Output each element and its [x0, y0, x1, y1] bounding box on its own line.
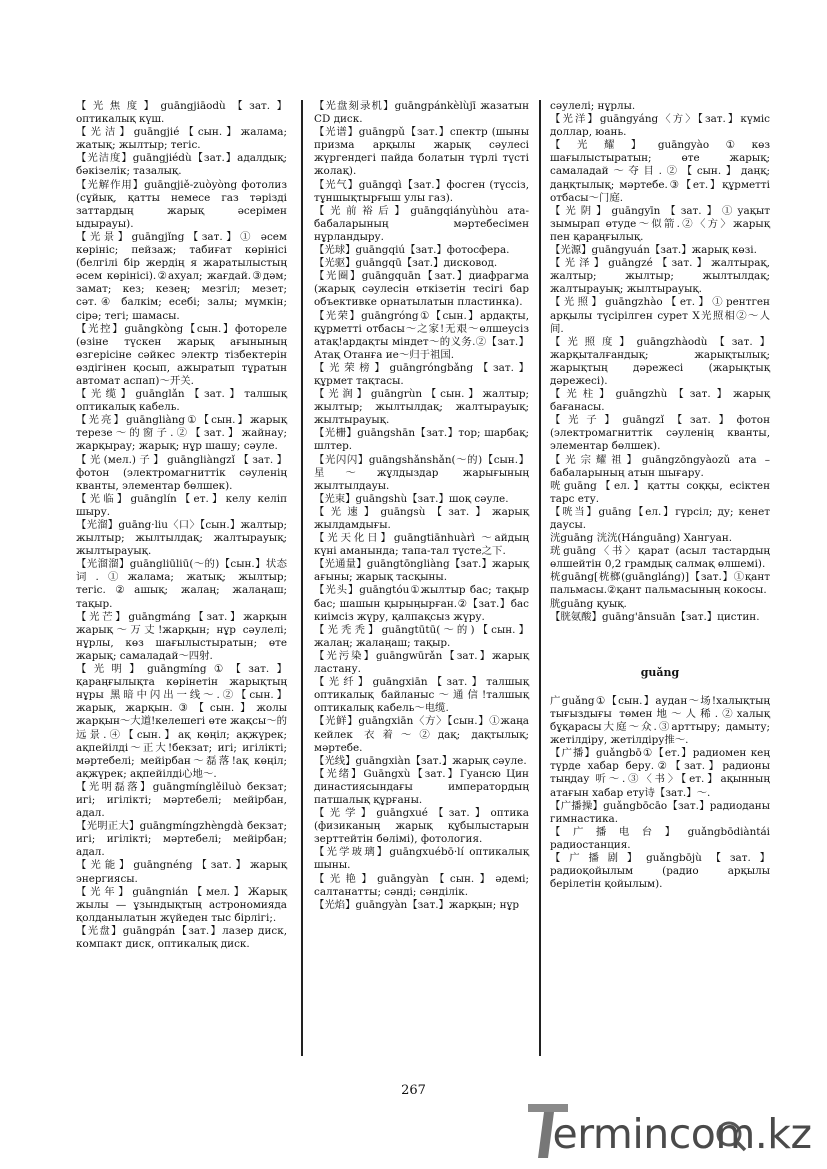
- column-divider: [539, 100, 541, 1056]
- dictionary-entry: 【光阴】guāngyīn【зат.】①уақыт зымырап өтуде～似箭.②〈方〉жарық пен қараңғылық.: [550, 204, 770, 243]
- dictionary-entry: 【光洁度】guāngjiédù【зат.】адалдық; бәкізелік; тазалық.: [76, 152, 287, 178]
- dictionary-entry: 【光气】guāngqì【зат.】фосген (түссіз, тұншықтырғыш улы газ).: [314, 178, 529, 204]
- dictionary-entry: 【光焦度】guāngjiāodù【зат.】оптикалық күш.: [76, 100, 287, 126]
- dictionary-entry: 【光速】guāngsù【зат.】жарық жылдамдығы.: [314, 505, 529, 531]
- dictionary-entry: 【光年】guāngnián【мел.】Жарық жылы — ұзындықтың астрономияда қолданылатын жүйеден тыс бірлігі;.: [76, 885, 287, 924]
- termincom-watermark-logo: [520, 1098, 820, 1164]
- dictionary-entry: 珖guāng〈书〉қарат (асыл тастардың өлшейтін 0,2 грамдық салмақ өлшемі).: [550, 545, 770, 571]
- dictionary-entry: 【光焰】guāngyàn【зат.】жарқын; нұр: [314, 898, 520, 911]
- dictionary-entry: 【光子】guāngzǐ【зат.】фотон (электромагниттік сәуленің кванты, элементар бөлшек).: [550, 414, 770, 453]
- dictionary-entry: 【光学】guāngxué【зат.】оптика (физиканың жарық құбылыстарын зерттейтін бөлімі), фотология.: [314, 807, 529, 846]
- dictionary-entry: 【光学玻璃】guāngxuébō·lí оптикалық шыны.: [314, 846, 529, 872]
- dictionary-entry: 【光洋】guāngyáng〈方〉【зат.】күміс доллар, юань.: [550, 113, 770, 139]
- dictionary-entry: 【光(мел.)子】guāngliàngzǐ【зат.】фотон (электромагниттік сәуленің кванты, элементар бөлшек).: [76, 453, 287, 492]
- dictionary-entry: 【光照】guāngzhào【ет.】①рентген арқылы түсірілген сурет X光照相②～人间.: [550, 296, 770, 335]
- dictionary-entry: 【光驱】guāngqū【зат.】дисковод.: [314, 257, 498, 270]
- dictionary-entry: 【广播剧】guǎngbōjù【зат.】радиоқойылым (радио арқылы берілетін қойылым).: [550, 851, 770, 891]
- dictionary-entry: 【光能】guāngnéng【зат.】жарық энергиясы.: [76, 859, 287, 885]
- dictionary-entry: 【光污染】guāngwūrǎn【зат.】жарық ластану.: [314, 649, 529, 676]
- dictionary-entry: 【光纤】guāngxiān【зат.】талшық оптикалық байланыс～通信!талшық оптикалық кабель～电缆.: [314, 676, 529, 715]
- dictionary-entry: сәулелі; нұрлы.: [550, 100, 636, 112]
- dictionary-entry: 【光前裕后】guāngqiányùhòu ата-бабаларының мәртебесімен нұрландыру.: [314, 204, 529, 243]
- dictionary-entry: 【光耀】guāngyào①көз шағылыстыратын; өте жарық; самаладай～夺目.②【сын.】даңқ; даңқтылық; мәртебе.③【ет.】құрметті отбасы～门庭.: [550, 139, 770, 204]
- dictionary-entry: 【光荣榜】guāngróngbǎng【зат.】құрмет тақтасы.: [314, 361, 529, 387]
- dictionary-entry: 【光缆】guānglǎn【зат.】талшық оптикалық кабель.: [76, 388, 287, 414]
- dictionary-entry: 【光头】guāngtóu①жылтыр бас; тақыр бас; шашын қырыңырған.②【зат.】бас киімсіз жүру, қалпақсыз жүру.: [314, 584, 529, 623]
- dictionary-entry: 【光通量】guāngtōngliàng【зат.】жарық ағыны; жарық тасқыны.: [314, 558, 529, 584]
- dictionary-entry: 【光洁】guāngjié【сын.】жалама; жатық; жылтыр; тегіс.: [76, 126, 287, 152]
- dictionary-entry: 咣guāng【ел.】қатты соққы, есіктен тарс ету.: [550, 479, 770, 505]
- dictionary-entry: 【光明磊落】guāngmínglěiluò бекзат; игі; игілікті; мәртебелі; мейірбан, адал.: [76, 780, 287, 820]
- dictionary-column-3: [550, 100, 770, 891]
- dictionary-entry: 【光天化日】guāngtiānhuàrì ～айдың күні аманында; тапа-тал түсте之下.: [314, 532, 529, 558]
- dictionary-entry: 【光艳】guāngyàn【сын.】әдемі; салтанатты; сәнді; сәнділік.: [314, 872, 529, 898]
- dictionary-entry: 【光束】guāngshù【зат.】шоқ сәуле.: [314, 492, 509, 505]
- dictionary-entry: 【光线】guāngxiàn【зат.】жарық сәуле.: [314, 754, 527, 767]
- dictionary-entry: 【光溜溜】guāngliūliū(～的)【сын.】状态词.①жалама; жатық; жылтыр; тегіс.②ашық; жалаң; жалаңаш; тақыр.: [76, 558, 287, 610]
- dictionary-entry: 【胱氨酸】guāng'ānsuān【зат.】цистин.: [550, 610, 760, 623]
- dictionary-entry: 【光溜】guāng·liu〈口〉【сын.】жалтыр; жылтыр; жылтылдақ; жалтырауық; жылтырауық.: [76, 519, 287, 558]
- dictionary-entry: 广guǎng①【сын.】аудан～场!халықтың тығыздығы төмен地～人稀.②халық бұқарасы大庭～众.③арттыру; дамыту; жетілдіру, жетілдіру推～.: [550, 694, 770, 747]
- page-number: 267: [401, 1083, 426, 1098]
- dictionary-entry: 【光栅】guāngshān【зат.】тор; шарбақ; шлтер.: [314, 427, 529, 453]
- dictionary-entry: 【光泽】guāngzé【зат.】жалтырақ, жалтыр; жылтыр; жылтылдақ; жалтырауық; жылтырауық.: [550, 257, 770, 296]
- dictionary-entry: 【广播】guǎngbō①【ет.】радиомен кең түрде хабар беру.②【зат.】радионы тыңдау 听～.③〈书〉【ет.】ақынның атағын хабар ету诗【зат.】～.: [550, 747, 770, 799]
- dictionary-entry: 【光润】guāngrùn【сын.】жалтыр; жылтыр; жылтылдақ; жалтырауық; жылтырауық.: [314, 388, 529, 427]
- dictionary-entry: 【光宗耀祖】guāngzōngyàozǔ ата – бабаларының атын шығару.: [550, 453, 770, 479]
- dictionary-entry: 【光荣】guāngróng①【сын.】ардақты, құрметті отбасы～之家!无艰～өлшеусіз атақ!ардақты міндет～的义务.②【зат.】Атақ Отанға ие～归于祖国.: [314, 309, 529, 361]
- dictionary-entry: 【光柱】guāngzhù【зат.】жарық бағанасы.: [550, 388, 770, 414]
- dictionary-column-1: [76, 100, 287, 951]
- dictionary-entry: 【光盘刻录机】guāngpánkèlùjī жазатын CD диск.: [314, 100, 529, 126]
- dictionary-entry: 【光明】guāngmíng①【зат.】қараңғылықта көрінетін жарықтың нұры 黑暗中闪出一线～.②【сын.】жарық, жарқын.③【сын.】жолы жарқын～大道!келешегі өте жақсы～的远景.④【сын.】ақ көңіл; ақжүрек; ақпейілді～正大!бекзат; игі; игілікті; мәртебелі; мейірбан～磊落!ақ көңіл; ақжүрек; ақпейілді心地～.: [76, 663, 287, 780]
- dictionary-entry: 洸guāng 洸洸(Hánguāng) Хангуан.: [550, 532, 733, 545]
- section-heading: guǎng: [640, 665, 680, 679]
- dictionary-entry: 【光芒】guāngmáng【зат.】жарқын жарық～万丈!жарқын; нұр сәулелі; нұрлы, көз шағылыстыратын; өте жарық; самаладай～四射.: [76, 610, 287, 662]
- dictionary-entry: 【光亮】guāngliàng①【сын.】жарық терезе～的窗子.②【зат.】жайнау; жарқырау; жарық; нұр шашу; сәуле.: [76, 414, 287, 453]
- dictionary-entry: 【光秃秃】guāngtūtū(～的)【сын.】жалаң; жалаңаш; тақыр.: [314, 623, 529, 649]
- dictionary-entry: 桄guāng[桄榔(guāngláng)]【зат.】①қант пальмасы.②қант пальмасының кокосы.: [550, 571, 770, 597]
- dictionary-entry: 【咣当】guāng【ел.】гүрсіл; ду; кенет даусы.: [550, 505, 770, 531]
- dictionary-entry: 【广播电台】guǎngbōdiàntái радиостанция.: [550, 825, 770, 851]
- dictionary-entry: 【光鲜】guāngxiān〈方〉【сын.】①жаңа кейлек 衣着～②дақ; дақтылық; мәртебе.: [314, 715, 529, 754]
- column-divider: [301, 100, 303, 1056]
- dictionary-entry: 【光谱】guāngpǔ【зат.】спектр (шыны призма арқылы жарық сәулесі жүргендегі пайда болатын түрлі түсті жолақ).: [314, 126, 529, 178]
- dictionary-entry: 胱guāng қуық.: [550, 597, 627, 610]
- dictionary-entry: 【光闪闪】guāngshǎnshǎn(～的)【сын.】星～жұлдыздар жарығының жылтылдауы.: [314, 453, 529, 492]
- dictionary-entry: 【光球】guāngqiú【зат.】фотосфера.: [314, 244, 510, 257]
- dictionary-entry: 【光照度】guāngzhàodù【зат.】жарқыталғандық; жарықтылық; жарықтың дәрежесі (жарықтық дәрежесі).: [550, 335, 770, 387]
- dictionary-entry: 【光明正大】guāngmíngzhèngdà бекзат; игі; игілікті; мәртебелі; мейірбан; адал.: [76, 820, 287, 859]
- dictionary-entry: 【光圈】guāngquān【зат.】диафрагма (жарық сәулесін өткізетін тесігі бар объективке орнатылатын пластинка).: [314, 270, 529, 309]
- dictionary-entry: 【光控】guāngkòng【сын.】фотореле (өзіне түскен жарық ағынының өзгерісіне сәйкес электр тізбектерін өздігінен қосып, ажыратып тұратын автомат аспап)～开关.: [76, 322, 287, 387]
- dictionary-entry: 【光绪】Guāngxù【зат.】Гуансю Цин династиясындағы императордың патшалық құрғаны.: [314, 767, 529, 806]
- dictionary-entry: 【光临】guānglín【ет.】келу келіп шыру.: [76, 492, 287, 518]
- dictionary-entry: 【广播操】guǎngbōcāo【зат.】радиоданы гимнастика.: [550, 799, 770, 825]
- dictionary-entry: 【光盘】guāngpán【зат.】лазер диск, компакт диск, оптикалық диск.: [76, 924, 287, 950]
- dictionary-entry: 【光解作用】guāngjiě-zuòyòng фотолиз (сұйық, қатты немесе газ тәрізді заттардың жарық әсерімен ыдырауы).: [76, 178, 287, 230]
- dictionary-column-2: [314, 100, 529, 912]
- dictionary-entry: 【光景】guāngjǐng【зат.】① әсем көрініс; пейзаж; табиғат көрінісі (белгілі бір жердің я жаратылыстың әсем көрінісі).②ахуал; жағдай.③дәм; замат; кез; кезең; мезгіл; мезет; сәт.④ балкім; есебі; залы; мүмкін; сірә; тегі; шамасы.: [76, 230, 287, 322]
- watermark-text: ermincom.kz: [540, 1110, 812, 1158]
- dictionary-entry: 【光源】guāngyuán【зат.】жарық көзі.: [550, 244, 757, 257]
